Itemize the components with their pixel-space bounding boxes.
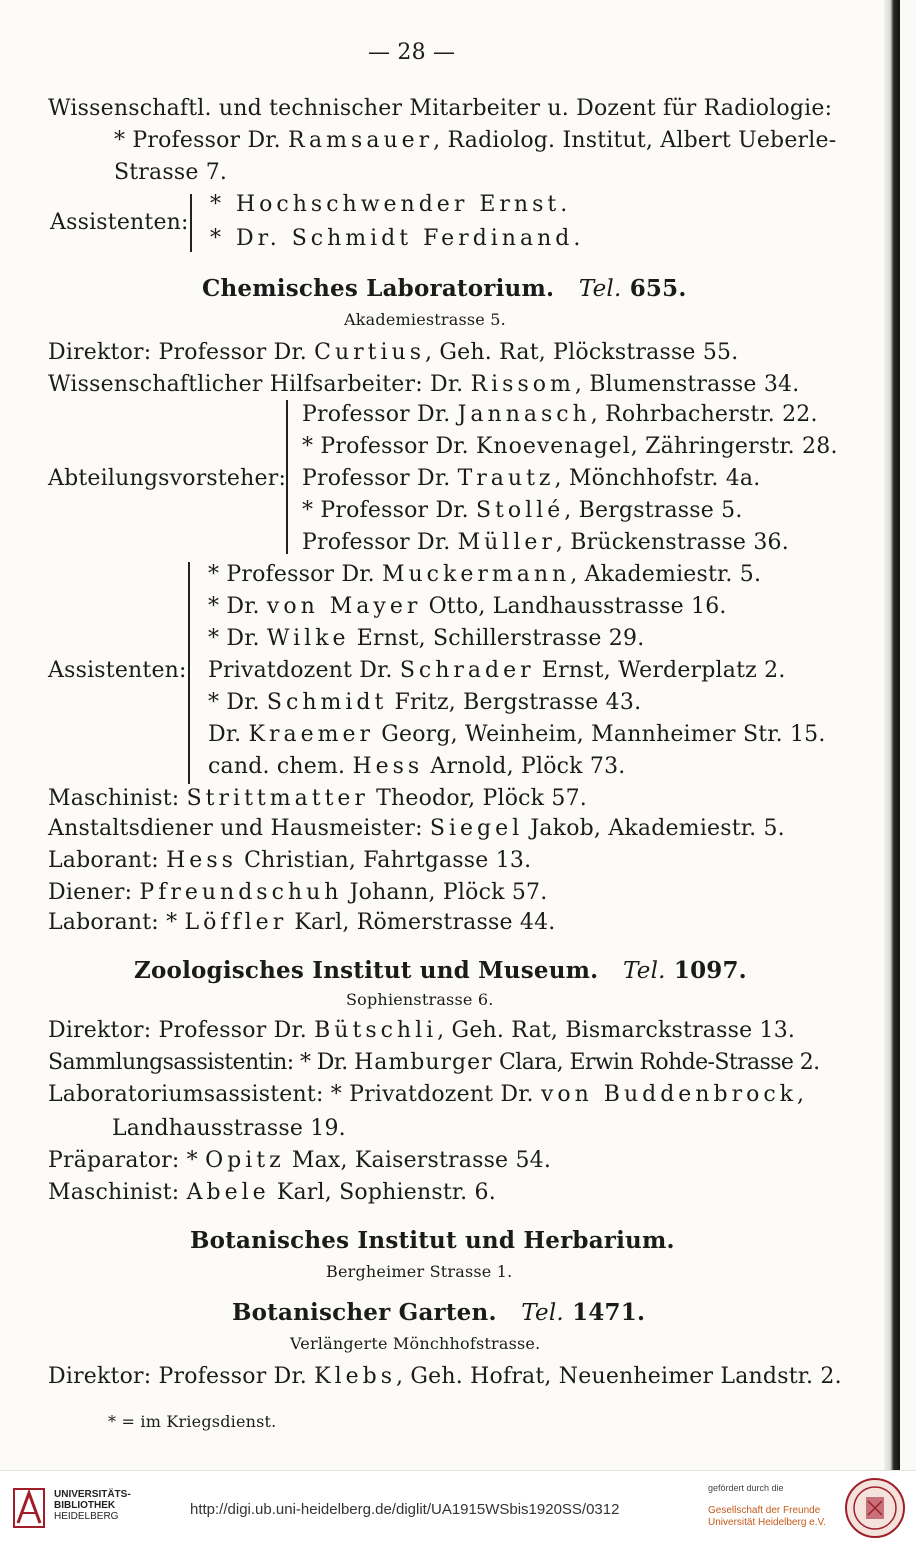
section-address: Bergheimer Strasse 1. — [326, 1262, 513, 1281]
text-line: Maschinist: Strittmatter Theodor, Plöck 57. — [48, 786, 587, 811]
bracket — [286, 400, 288, 554]
sponsor-caption: gefördert durch die — [708, 1483, 784, 1493]
library-name: UNIVERSITÄTS- BIBLIOTHEK HEIDELBERG — [54, 1489, 131, 1522]
list-item: Dr. Kraemer Georg, Weinheim, Mannheimer Str. 15. — [208, 722, 826, 747]
page-number: — 28 — — [368, 40, 456, 65]
list-item: Professor Dr. Trautz, Mönchhofstr. 4a. — [302, 466, 761, 491]
section-address: Sophienstrasse 6. — [346, 990, 494, 1009]
text-line: Direktor: Professor Dr. Bütschli, Geh. Rat, Bismarckstrasse 13. — [48, 1018, 796, 1043]
section-heading: Botanischer Garten. Tel. 1471. — [232, 1299, 646, 1326]
university-seal-icon — [844, 1477, 906, 1539]
section-address: Akademiestrasse 5. — [344, 310, 506, 329]
text-line: Maschinist: Abele Karl, Sophienstr. 6. — [48, 1180, 496, 1205]
assistants-label: Assistenten: — [48, 658, 187, 683]
text-line: Präparator: * Opitz Max, Kaiserstrasse 54. — [48, 1148, 552, 1173]
footer-bar — [0, 1470, 916, 1545]
list-item: * Professor Dr. Knoevenagel, Zähringerstr. 28. — [302, 434, 838, 459]
list-item: Privatdozent Dr. Schrader Ernst, Werderplatz 2. — [208, 658, 786, 683]
section-heading: Zoologisches Institut und Museum. Tel. 1097. — [134, 957, 747, 984]
abteilung-label: Abteilungsvorsteher: — [48, 466, 287, 491]
list-item: Professor Dr. Jannasch, Rohrbacherstr. 22. — [302, 402, 818, 427]
list-item: * Professor Dr. Muckermann, Akademiestr. 5. — [208, 562, 762, 587]
text-line: Anstaltsdiener und Hausmeister: Siegel Jakob, Akademiestr. 5. — [48, 816, 785, 841]
library-logo-icon — [10, 1485, 48, 1531]
text-line: Laborant: * Löffler Karl, Römerstrasse 44. — [48, 910, 556, 935]
text-line: Landhausstrasse 19. — [112, 1116, 346, 1141]
text-line: Direktor: Professor Dr. Klebs, Geh. Hofrat, Neuenheimer Landstr. 2. — [48, 1364, 842, 1389]
text-line: Sammlungsassistentin: * Dr. Hamburger Clara, Erwin Rohde-Strasse 2. — [48, 1050, 820, 1075]
list-item: cand. chem. Hess Arnold, Plöck 73. — [208, 754, 626, 779]
text-line: Diener: Pfreundschuh Johann, Plöck 57. — [48, 880, 548, 905]
text-line: Wissenschaftl. und technischer Mitarbeiter u. Dozent für Radiologie: — [48, 96, 833, 121]
text-line: * Dr. Schmidt Ferdinand. — [210, 226, 585, 251]
text-line: Wissenschaftlicher Hilfsarbeiter: Dr. Rissom, Blumenstrasse 34. — [48, 372, 800, 397]
list-item: * Dr. Schmidt Fritz, Bergstrasse 43. — [208, 690, 642, 715]
list-item: * Dr. von Mayer Otto, Landhausstrasse 16. — [208, 594, 727, 619]
list-item: * Professor Dr. Stollé, Bergstrasse 5. — [302, 498, 743, 523]
permalink-url[interactable]: http://digi.ub.uni-heidelberg.de/diglit/UA1915WSbis1920SS/0312 — [190, 1501, 620, 1518]
bracket — [188, 562, 190, 784]
text-line: * Hochschwender Ernst. — [210, 192, 572, 217]
list-item: * Dr. Wilke Ernst, Schillerstrasse 29. — [208, 626, 645, 651]
bracket — [190, 194, 192, 252]
sponsor-name: Gesellschaft der Freunde Universität Heidelberg e.V. — [708, 1505, 827, 1528]
text-line: Laborant: Hess Christian, Fahrtgasse 13. — [48, 848, 532, 873]
section-heading: Chemisches Laboratorium. Tel. 655. — [202, 275, 687, 302]
text-line: Direktor: Professor Dr. Curtius, Geh. Rat, Plöckstrasse 55. — [48, 340, 739, 365]
list-item: Professor Dr. Müller, Brückenstrasse 36. — [302, 530, 789, 555]
text-line: Laboratoriumsassistent: * Privatdozent Dr. von Buddenbrock, — [48, 1082, 805, 1107]
footnote: * = im Kriegsdienst. — [108, 1412, 277, 1431]
assistants-label: Assistenten: — [50, 210, 189, 235]
text-line: Strasse 7. — [114, 160, 228, 185]
page-edge — [884, 0, 900, 1470]
text-line: * Professor Dr. Ramsauer, Radiolog. Institut, Albert Ueberle- — [114, 128, 837, 153]
section-heading: Botanisches Institut und Herbarium. — [190, 1227, 675, 1254]
section-address: Verlängerte Mönchhofstrasse. — [290, 1334, 541, 1353]
